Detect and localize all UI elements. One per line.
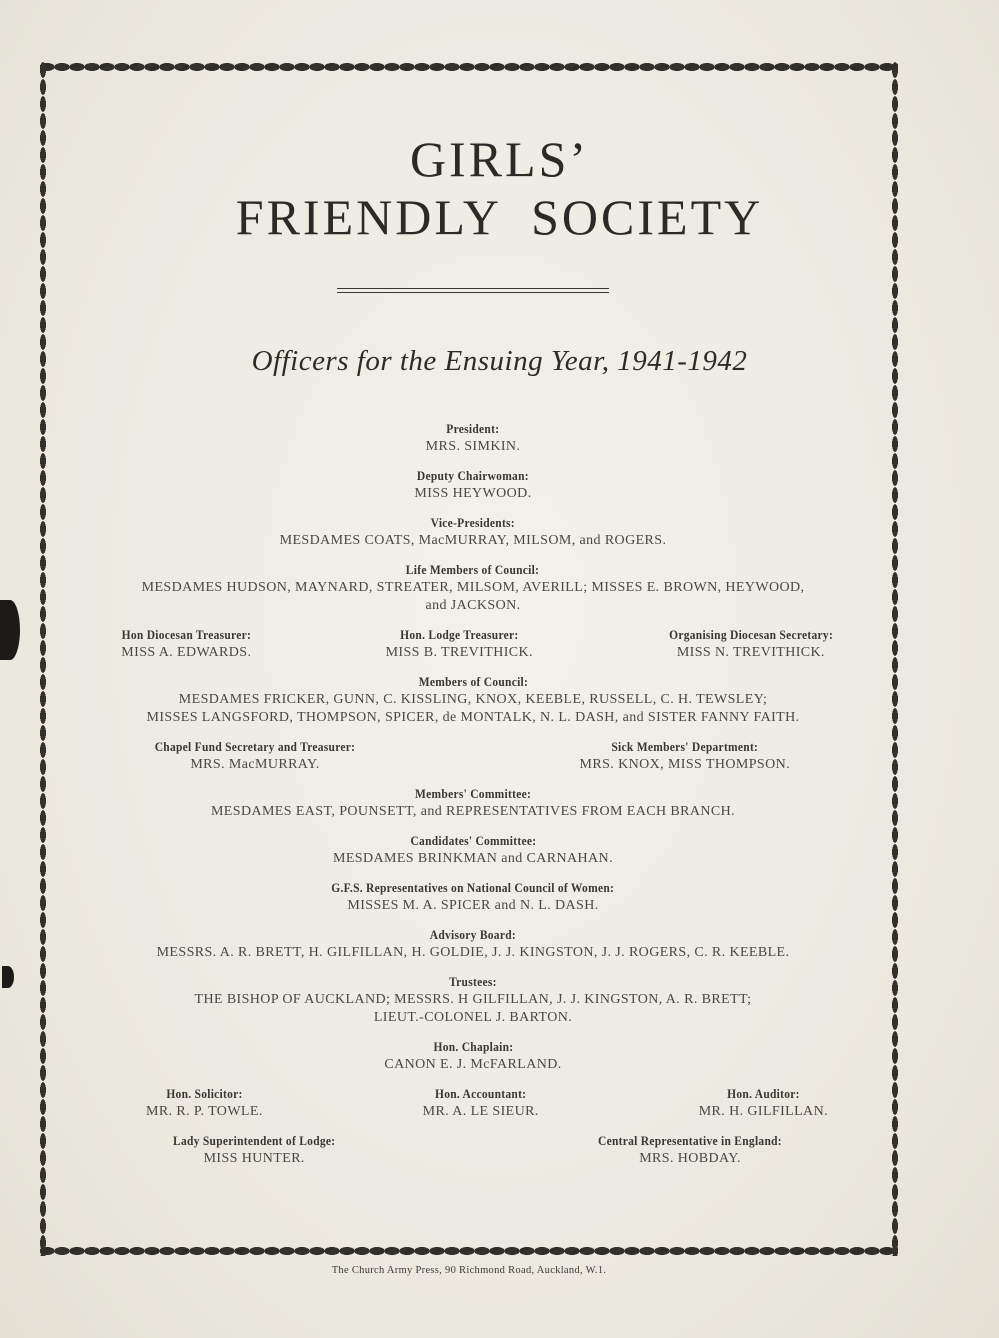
section-label: Hon. Chaplain: xyxy=(433,1040,513,1054)
section-label: Members of Council: xyxy=(418,675,528,689)
section-label: Lady Superintendent of Lodge: xyxy=(173,1134,336,1148)
section-label: Chapel Fund Secretary and Treasurer: xyxy=(154,740,356,754)
section-label: President: xyxy=(446,422,500,436)
section-hon-diocesan-treasurer xyxy=(116,626,257,662)
section-value: THE BISHOP OF AUCKLAND; MESSRS. H GILFILLAN, J. J. KINGSTON, A. R. BRETT; xyxy=(194,992,752,1007)
ink-blot xyxy=(2,966,14,988)
section-president xyxy=(96,420,850,456)
section-gfs-representatives xyxy=(96,879,850,915)
section-label: Trustees: xyxy=(449,975,497,989)
section-members-committee xyxy=(96,785,850,821)
section-candidates-committee xyxy=(96,832,850,868)
section-value: MRS. SIMKIN. xyxy=(425,439,521,454)
page-title xyxy=(0,130,999,246)
section-label: Life Members of Council: xyxy=(406,563,540,577)
section-label: Hon Diocesan Treasurer: xyxy=(121,628,252,642)
section-label: G.F.S. Representatives on National Council of Women: xyxy=(331,881,615,895)
section-value: and JACKSON. xyxy=(425,598,521,613)
section-central-representative xyxy=(590,1132,790,1168)
section-hon-accountant xyxy=(423,1085,539,1121)
border-top xyxy=(40,62,898,72)
legal-row xyxy=(146,1085,828,1121)
section-label: Vice-Presidents: xyxy=(430,516,516,530)
section-value: MRS. KNOX, MISS THOMPSON. xyxy=(579,757,790,772)
lodge-row xyxy=(166,1132,790,1168)
section-value: MRS. MacMURRAY. xyxy=(190,757,320,772)
section-label: Hon. Accountant: xyxy=(435,1087,527,1101)
title-line-1: GIRLS’ xyxy=(409,131,590,187)
section-label: Advisory Board: xyxy=(429,928,517,942)
section-label: Central Representative in England: xyxy=(598,1134,783,1148)
section-label: Hon. Auditor: xyxy=(727,1087,800,1101)
section-hon-solicitor xyxy=(146,1085,263,1121)
section-value: MISSES LANGSFORD, THOMPSON, SPICER, de MONTALK, N. L. DASH, and SISTER FANNY FAITH. xyxy=(146,710,800,725)
officers-list xyxy=(96,420,850,1179)
section-hon-auditor xyxy=(699,1085,828,1121)
section-value: MR. H. GILFILLAN. xyxy=(698,1104,828,1119)
section-value: MESDAMES EAST, POUNSETT, and REPRESENTATIVES FROM EACH BRANCH. xyxy=(210,804,736,819)
treasurers-row xyxy=(116,626,840,662)
section-label: Candidates' Committee: xyxy=(410,834,536,848)
section-label: Hon. Solicitor: xyxy=(166,1087,243,1101)
section-value: MISS N. TREVITHICK. xyxy=(676,645,825,660)
section-lady-superintendent xyxy=(166,1132,342,1168)
section-label: Hon. Lodge Treasurer: xyxy=(400,628,519,642)
section-organising-diocesan-secretary xyxy=(662,626,840,662)
section-value: MESDAMES BRINKMAN and CARNAHAN. xyxy=(333,851,613,866)
section-value: MISS B. TREVITHICK. xyxy=(385,645,533,660)
chapel-row xyxy=(146,738,790,774)
section-hon-lodge-treasurer xyxy=(386,626,533,662)
section-value: MR. A. LE SIEUR. xyxy=(422,1104,539,1119)
section-value: MRS. HOBDAY. xyxy=(639,1151,741,1166)
printer-imprint: The Church Army Press, 90 Richmond Road, Auckland, W.1. xyxy=(331,1265,607,1276)
section-vice-presidents xyxy=(96,514,850,550)
section-hon-chaplain xyxy=(96,1038,850,1074)
section-label: Deputy Chairwoman: xyxy=(416,469,529,483)
section-value: LIEUT.-COLONEL J. BARTON. xyxy=(373,1010,573,1025)
subtitle: Officers for the Ensuing Year, 1941-1942 xyxy=(251,345,748,377)
section-value: MESSRS. A. R. BRETT, H. GILFILLAN, H. GOLDIE, J. J. KINGSTON, J. J. ROGERS, C. R. KEEBLE. xyxy=(156,945,790,960)
section-label: Members' Committee: xyxy=(414,787,532,801)
section-value: CANON E. J. McFARLAND. xyxy=(384,1057,562,1072)
section-advisory-board xyxy=(56,926,890,962)
section-label: Organising Diocesan Secretary: xyxy=(668,628,833,642)
section-value: MESDAMES HUDSON, MAYNARD, STREATER, MILSOM, AVERILL; MISSES E. BROWN, HEYWOOD, xyxy=(141,580,805,595)
border-bottom xyxy=(40,1246,898,1256)
section-value: MISS HUNTER. xyxy=(203,1151,305,1166)
section-deputy-chairwoman xyxy=(96,467,850,503)
section-members-of-council xyxy=(56,673,890,727)
section-value: MESDAMES COATS, MacMURRAY, MILSOM, and ROGERS. xyxy=(279,533,667,548)
section-chapel-fund xyxy=(146,738,364,774)
section-value: MISS A. EDWARDS. xyxy=(121,645,252,660)
section-label: Sick Members' Department: xyxy=(611,740,759,754)
section-value: MR. R. P. TOWLE. xyxy=(146,1104,263,1119)
section-value: MISS HEYWOOD. xyxy=(414,486,532,501)
section-value: MISSES M. A. SPICER and N. L. DASH. xyxy=(347,898,599,913)
title-rule-top xyxy=(337,288,609,289)
section-value: MESDAMES FRICKER, GUNN, C. KISSLING, KNOX, KEEBLE, RUSSELL, C. H. TEWSLEY; xyxy=(178,692,768,707)
section-sick-members xyxy=(580,738,790,774)
section-life-members xyxy=(56,561,890,615)
ink-blot xyxy=(0,600,20,660)
title-rule-bottom xyxy=(337,292,609,293)
section-trustees xyxy=(96,973,850,1027)
title-line-2: FRIENDLY SOCIETY xyxy=(235,189,764,245)
